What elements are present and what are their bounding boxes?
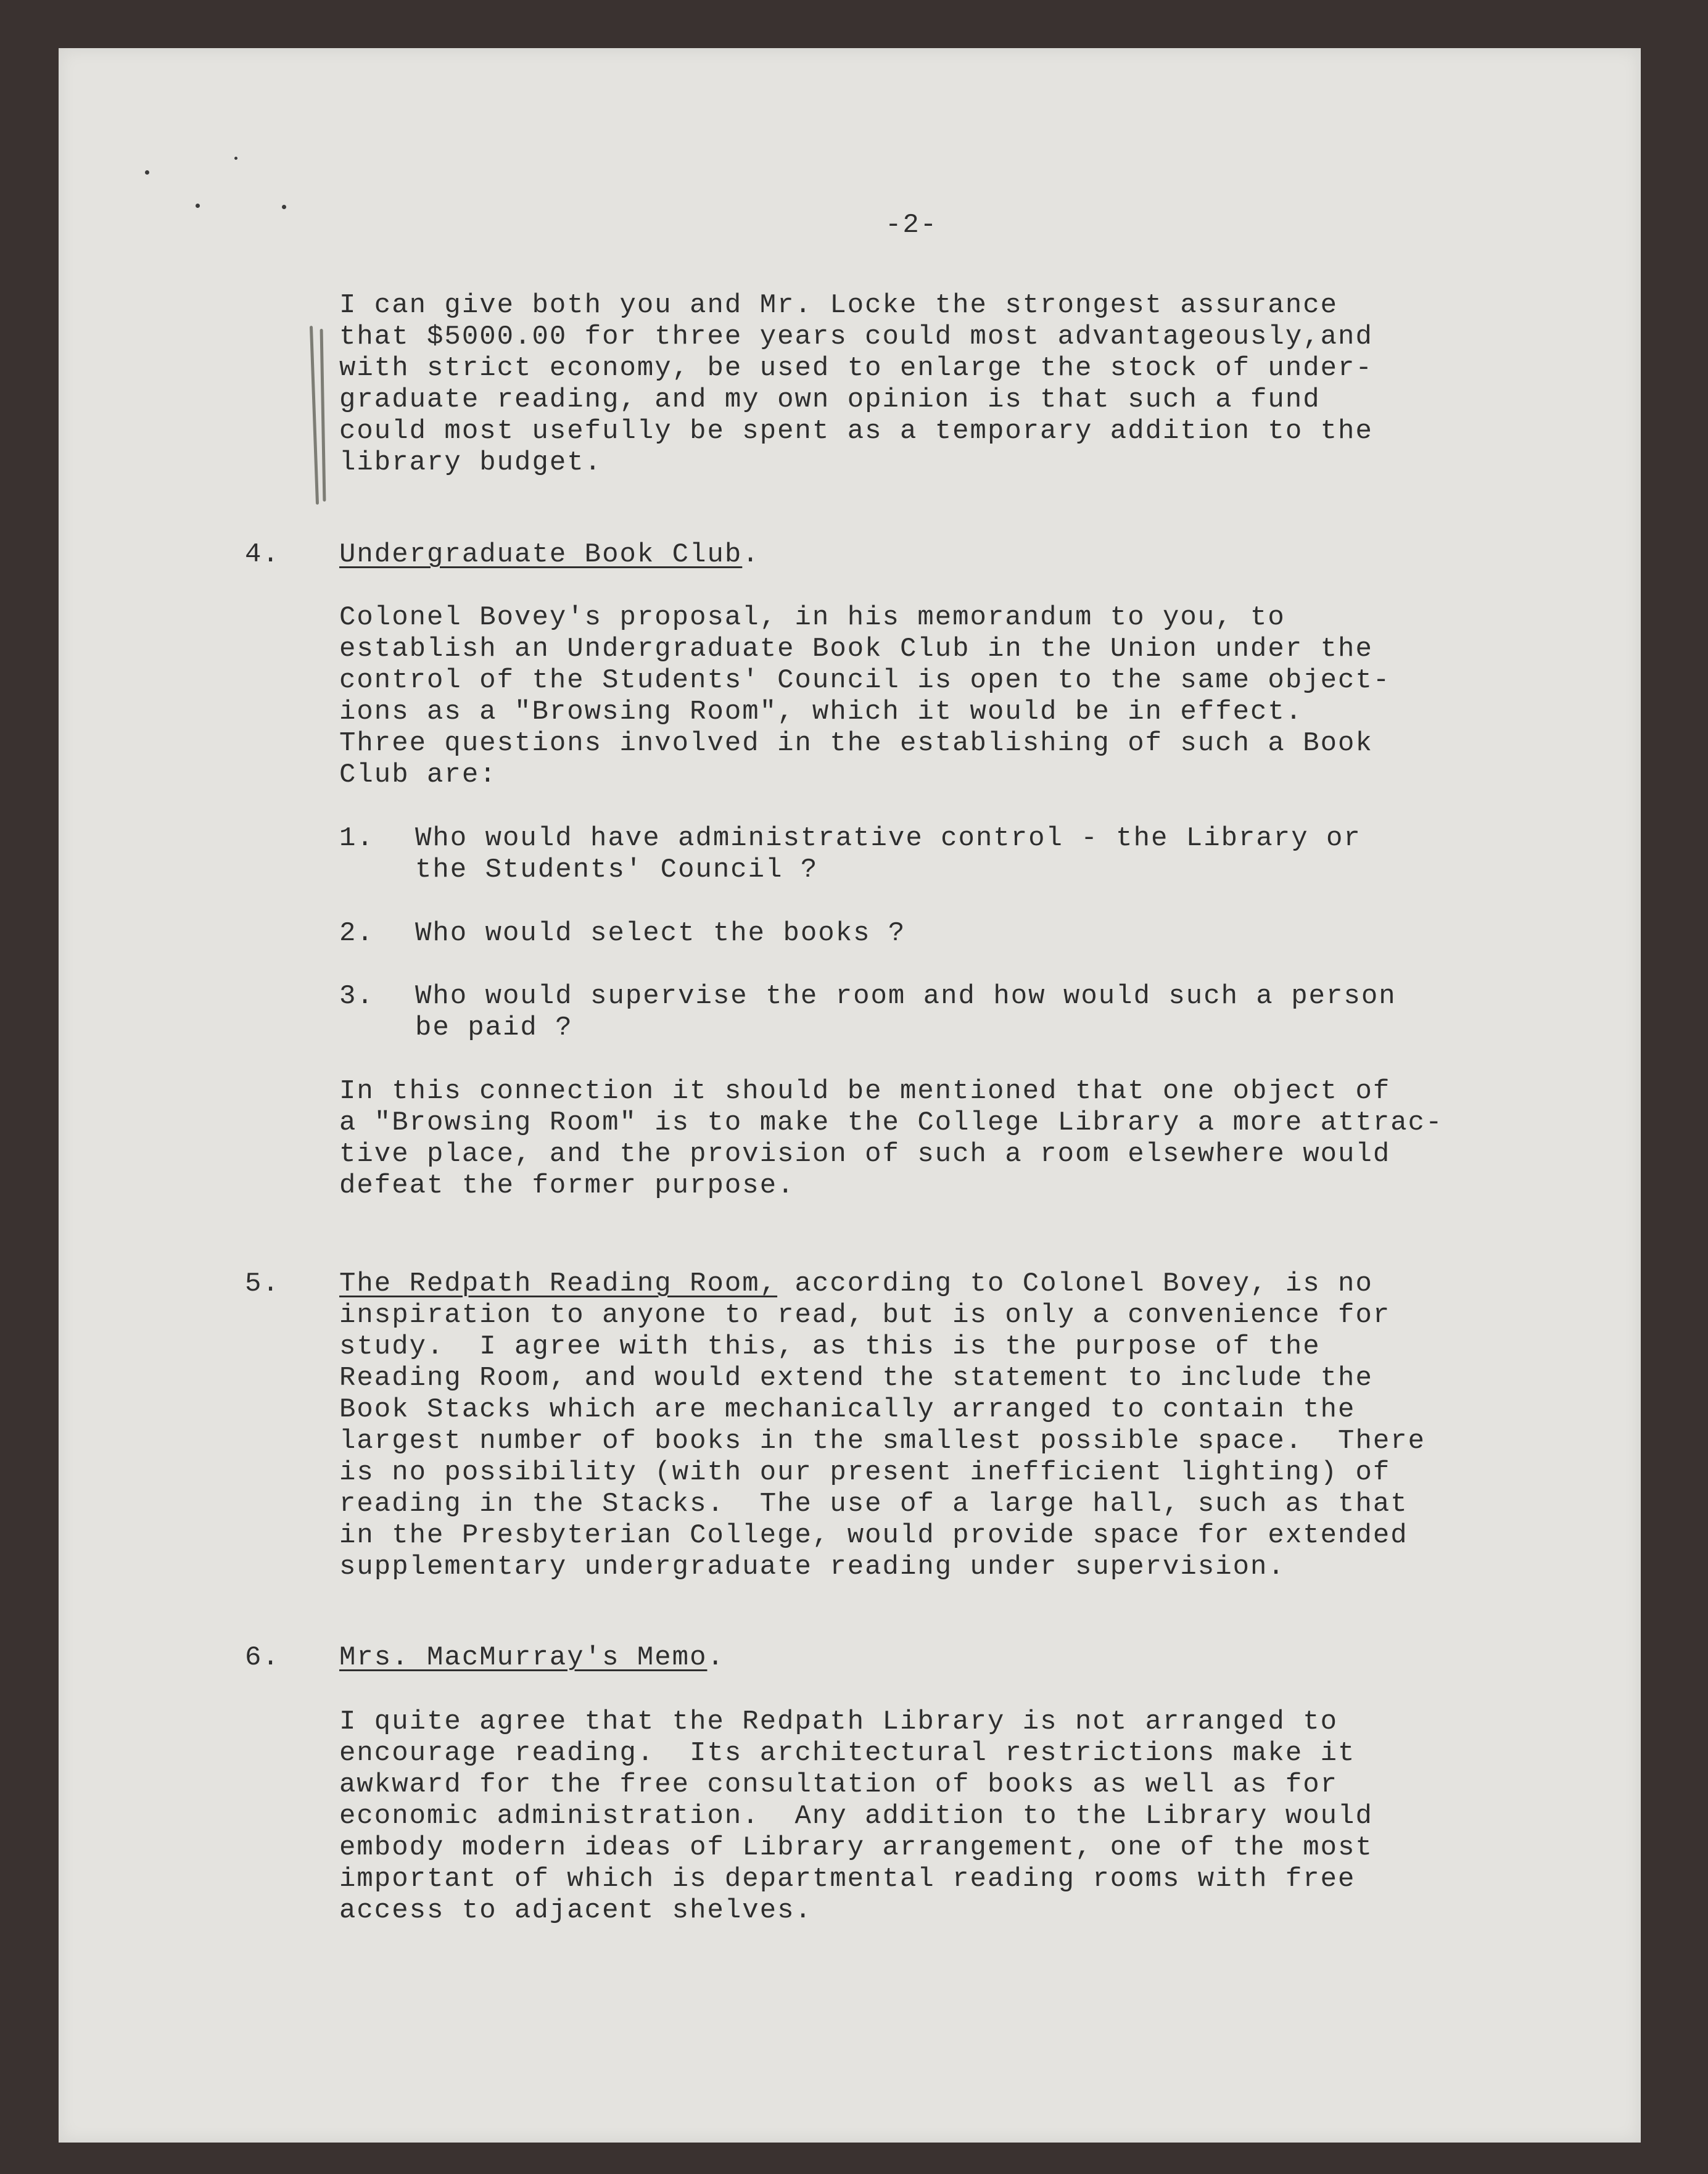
- question-number: 3.: [339, 981, 374, 1012]
- paper-speck: [282, 205, 286, 209]
- margin-annotation-mark: [320, 329, 326, 502]
- question-number: 1.: [339, 823, 374, 854]
- document-page: [59, 48, 1641, 2143]
- section-heading-text: The Redpath Reading Room,: [339, 1268, 778, 1299]
- section-number: 4.: [245, 539, 280, 570]
- section-heading-text: Mrs. MacMurray's Memo: [339, 1642, 708, 1673]
- question-number: 2.: [339, 918, 374, 949]
- section-number: 5.: [245, 1268, 280, 1299]
- section-number: 6.: [245, 1642, 280, 1673]
- paper-speck: [145, 170, 149, 175]
- section-first-line-rest: according to Colonel Bovey, is no: [777, 1268, 1373, 1299]
- question-text: Who would supervise the room and how would such a person be paid ?: [415, 981, 1397, 1043]
- section-closing-paragraph: In this connection it should be mentioned that one object of a "Browsing Room" is to make the College Library a more attrac- tive place, and the provision of such a room elsewhere would defeat the former purpose.: [339, 1076, 1443, 1201]
- section-first-line: [339, 1268, 1373, 1300]
- paper-speck: [234, 157, 237, 160]
- heading-period: .: [742, 539, 760, 570]
- intro-paragraph: I can give both you and Mr. Locke the strongest assurance that $5000.00 for three years could most advantageously,and with strict economy, be used to enlarge the stock of under- graduate reading, and my own opinion is that such a fund could most usefully be spent as a temporary addition to the library budget.: [339, 290, 1373, 478]
- section-heading-text: Undergraduate Book Club: [339, 539, 743, 570]
- question-text: Who would select the books ?: [415, 918, 906, 949]
- margin-annotation-mark: [310, 326, 319, 505]
- section-heading: [339, 539, 760, 571]
- section-body: Colonel Bovey's proposal, in his memorandum to you, to establish an Undergraduate Book Club in the Union under the control of the Students' Council is open to the same object- ions as a "Browsing Room", which it would be in effect. Three questions involved in the establishing of such a Book Club are:: [339, 602, 1391, 790]
- page-number: -2-: [885, 210, 938, 241]
- section-heading: [339, 1642, 725, 1674]
- paper-speck: [196, 204, 200, 208]
- question-text: Who would have administrative control - the Library or the Students' Council ?: [415, 823, 1361, 885]
- heading-period: .: [707, 1642, 725, 1673]
- section-body: inspiration to anyone to read, but is only a convenience for study. I agree with this, as this is the purpose of the Reading Room, and would extend the statement to include the Book Stacks which are mechanically arranged to contain the largest number of books in the smallest possible space. There is no possibility (with our present inefficient lighting) of reading in the Stacks. The use of a large hall, such as that in the Presbyterian College, would provide space for extended supplementary undergraduate reading under supervision.: [339, 1300, 1426, 1582]
- section-body: I quite agree that the Redpath Library is not arranged to encourage reading. Its architectural restrictions make it awkward for the free consultation of books as well as for economic administration. Any addition to the Library would embody modern ideas of Library arrangement, one of the most important of which is departmental reading rooms with free access to adjacent shelves.: [339, 1706, 1373, 1926]
